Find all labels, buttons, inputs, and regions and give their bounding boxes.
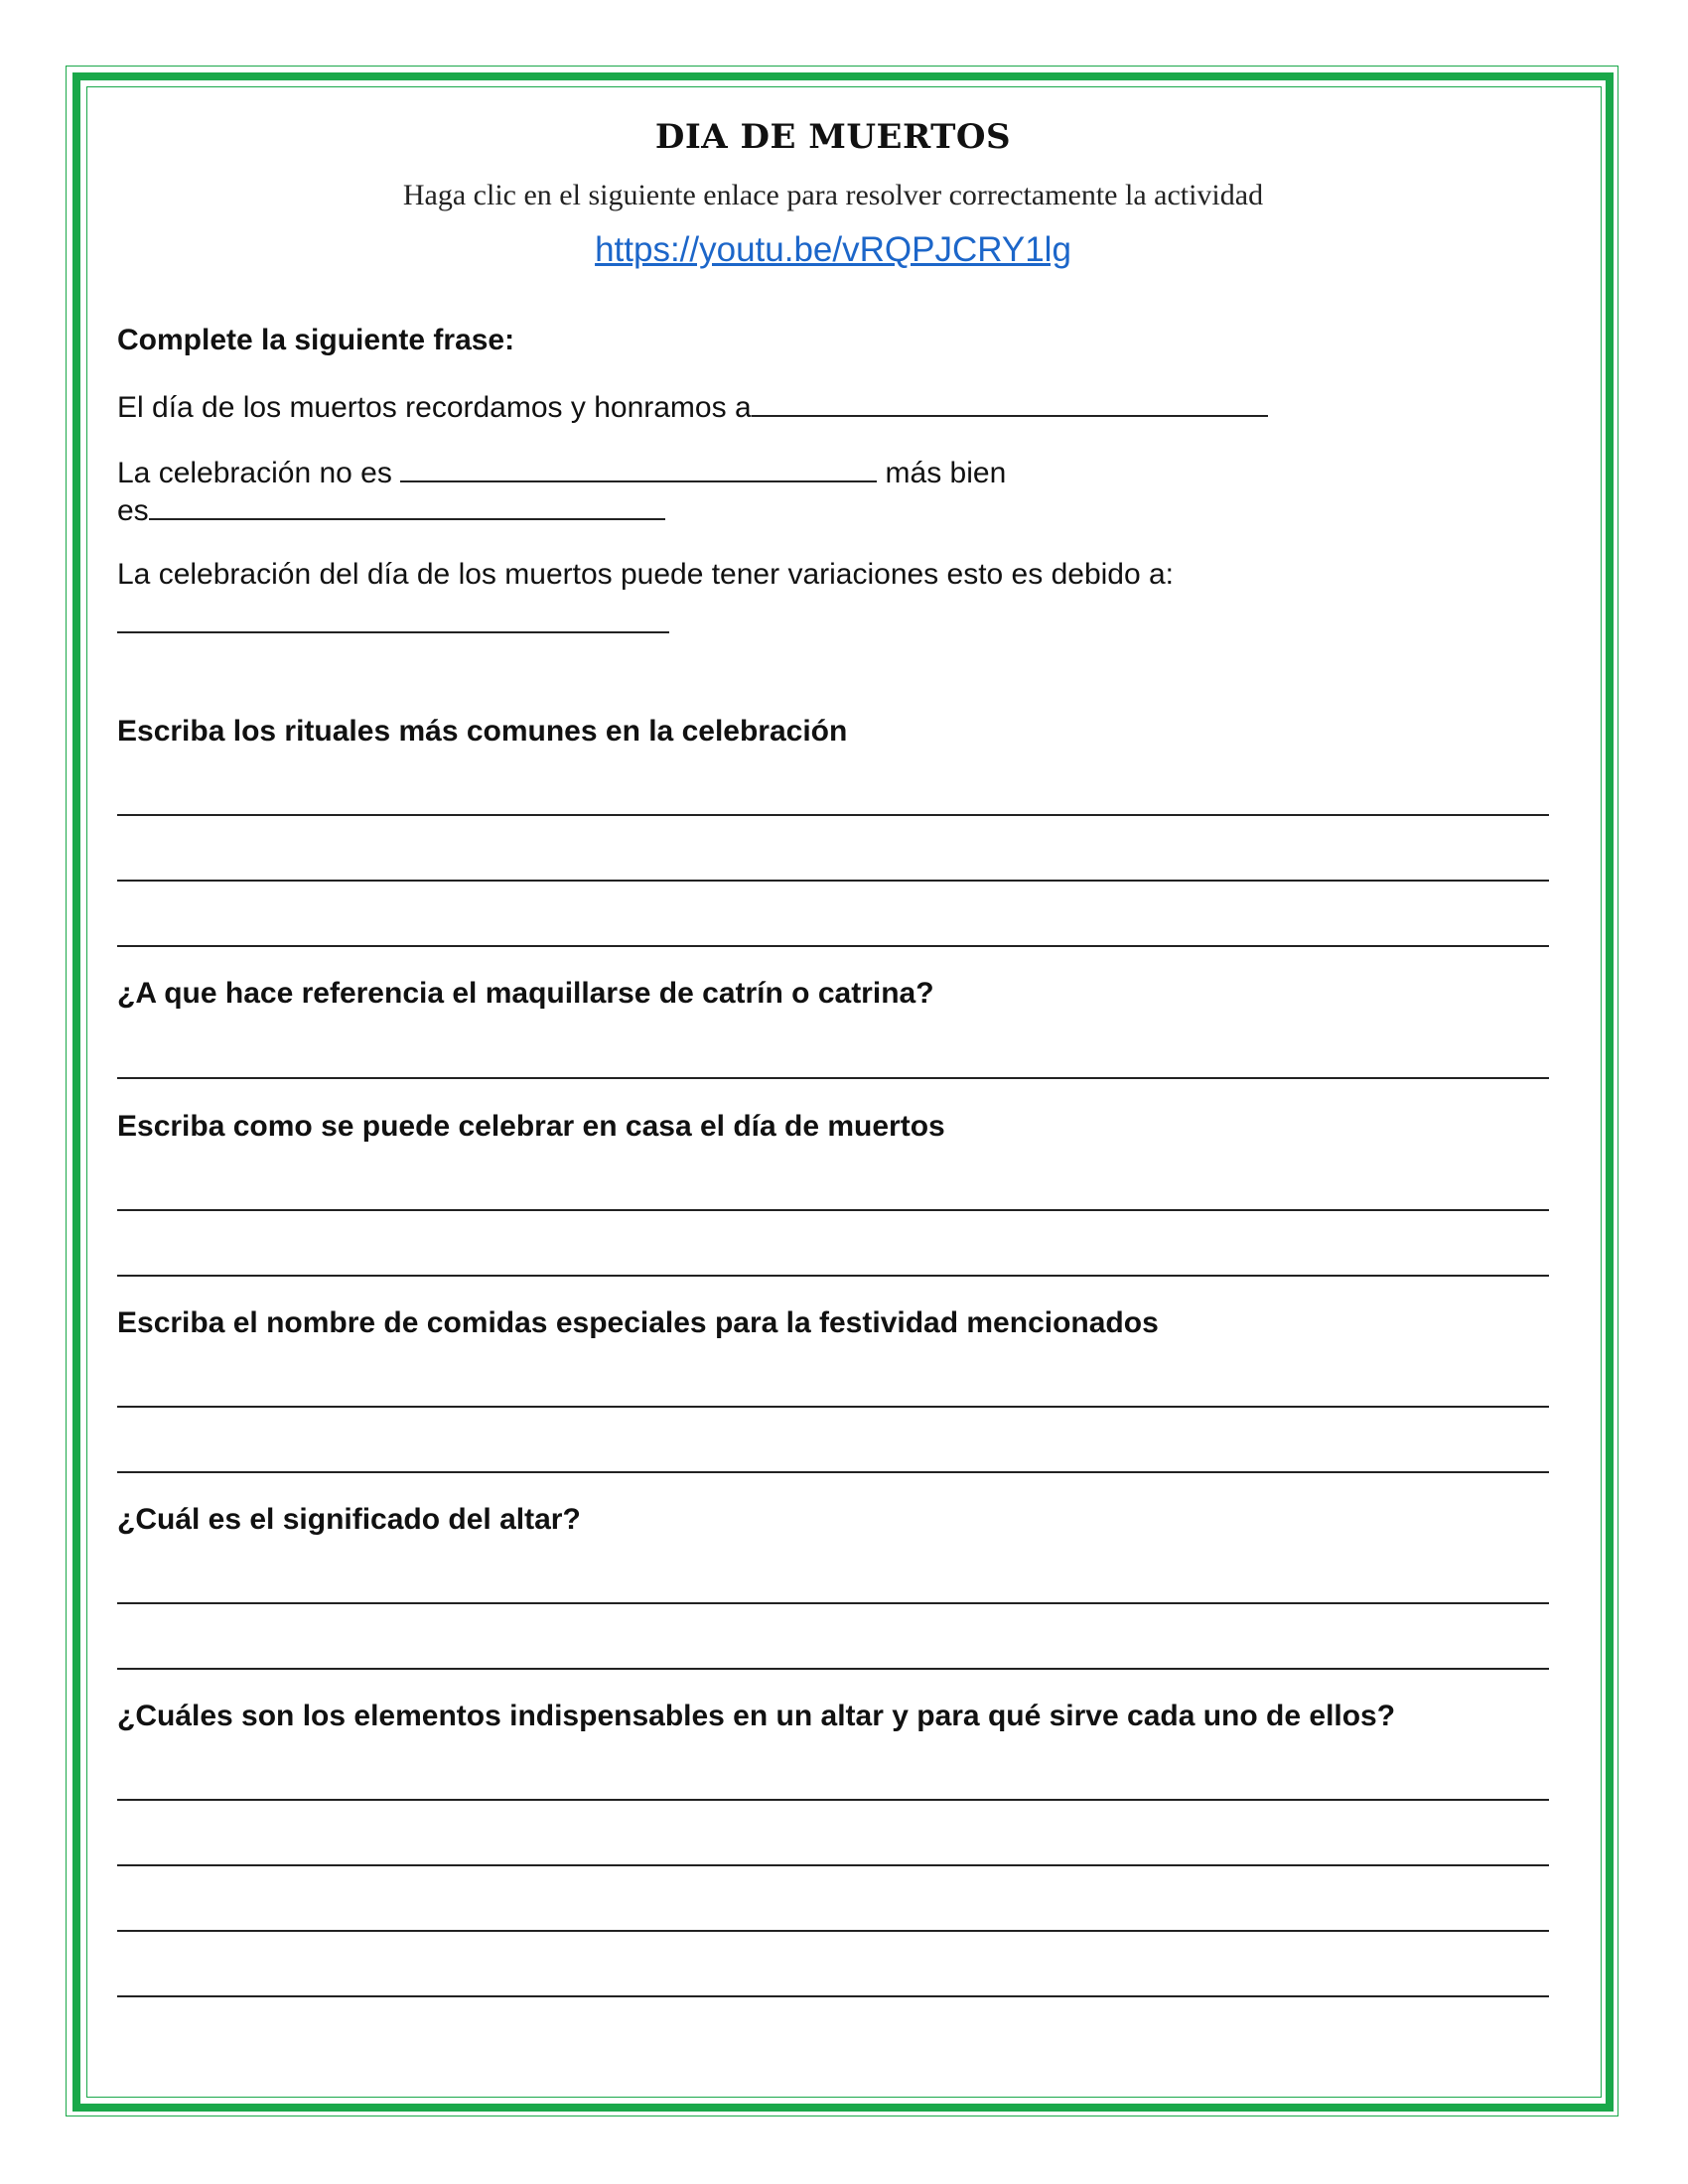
answer-line[interactable] xyxy=(117,1930,1549,1932)
answer-blank[interactable] xyxy=(752,389,1268,417)
sentence-2 xyxy=(117,455,1006,490)
answer-line[interactable] xyxy=(117,1209,1549,1211)
answer-line[interactable] xyxy=(117,1602,1549,1604)
sentence-1 xyxy=(117,389,1268,425)
question-3: Escriba como se puede celebrar en casa el día de muertos xyxy=(117,1110,945,1143)
question-4: Escriba el nombre de comidas especiales para la festividad mencionados xyxy=(117,1306,1159,1339)
answer-line[interactable] xyxy=(117,945,1549,947)
sentence-2-text-c: es xyxy=(117,494,149,527)
question-2: ¿A que hace referencia el maquillarse de catrín o catrina? xyxy=(117,977,934,1010)
video-link[interactable]: https://youtu.be/vRQPJCRY1lg xyxy=(595,230,1071,269)
answer-line[interactable] xyxy=(117,1799,1549,1801)
instructions: Haga clic en el siguiente enlace para resolver correctamente la actividad xyxy=(402,179,1264,211)
answer-line[interactable] xyxy=(117,1995,1549,1997)
answer-line[interactable] xyxy=(117,1864,1549,1866)
question-5: ¿Cuál es el significado del altar? xyxy=(117,1503,581,1536)
sentence-2-text-b: más bien xyxy=(885,457,1007,489)
answer-line[interactable] xyxy=(117,631,669,633)
answer-blank[interactable] xyxy=(149,492,665,520)
sentence-1-text: El día de los muertos recordamos y honramos a xyxy=(117,391,752,424)
answer-line[interactable] xyxy=(117,1471,1549,1473)
worksheet xyxy=(117,99,1549,270)
answer-line[interactable] xyxy=(117,814,1549,816)
sentence-2-text: La celebración no es xyxy=(117,457,392,489)
question-6: ¿Cuáles son los elementos indispensables en un altar y para qué sirve cada uno de ellos? xyxy=(117,1700,1396,1732)
question-1: Escriba los rituales más comunes en la celebración xyxy=(117,715,848,748)
answer-line[interactable] xyxy=(117,1668,1549,1670)
sentence-2-continued xyxy=(117,492,665,528)
answer-line[interactable] xyxy=(117,1406,1549,1408)
answer-blank[interactable] xyxy=(400,455,877,482)
answer-line[interactable] xyxy=(117,1077,1549,1079)
answer-line[interactable] xyxy=(117,1275,1549,1277)
page-border-inner xyxy=(86,86,1602,2098)
page-title: DIA DE MUERTOS xyxy=(654,117,1012,157)
complete-heading: Complete la siguiente frase: xyxy=(117,324,515,356)
sentence-3: La celebración del día de los muertos puede tener variaciones esto es debido a: xyxy=(117,558,1175,591)
answer-line[interactable] xyxy=(117,880,1549,882)
